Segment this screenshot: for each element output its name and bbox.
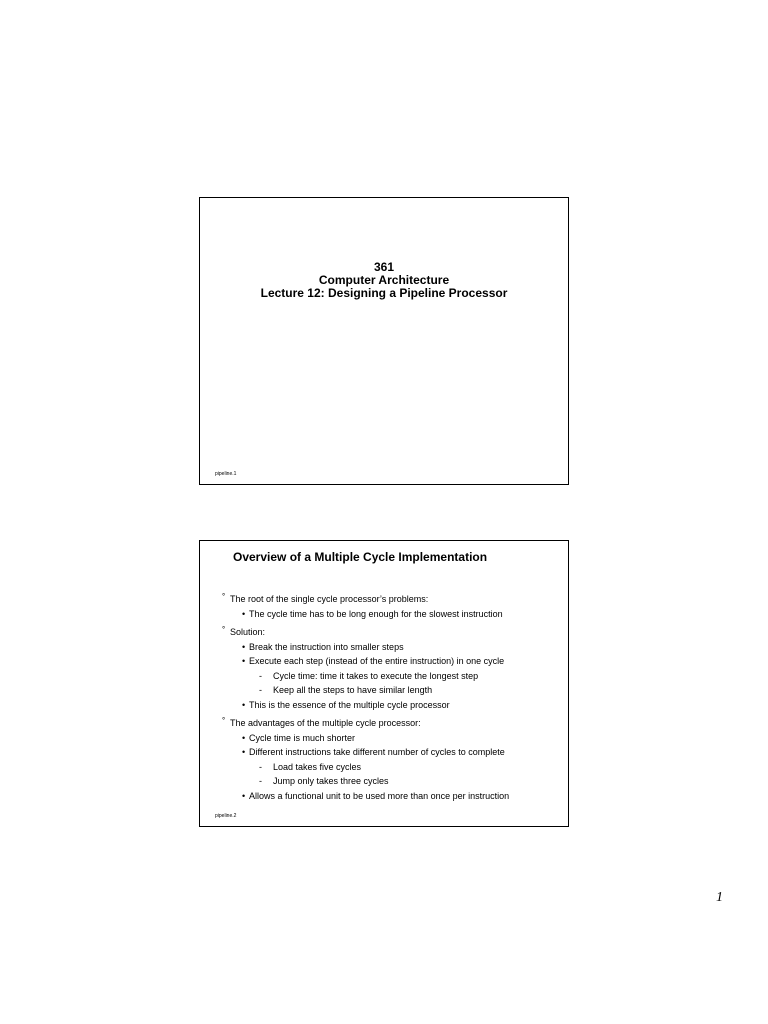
bullet-text: Execute each step (instead of the entire instruction) in one cycle bbox=[249, 656, 505, 666]
slide-2 bbox=[199, 540, 569, 827]
course-title: Computer Architecture bbox=[318, 273, 450, 287]
bullet-text: Solution: bbox=[230, 627, 266, 637]
bullet-marker: • bbox=[242, 699, 246, 710]
bullet-marker: • bbox=[242, 747, 246, 757]
bullet-level-1 bbox=[222, 716, 564, 731]
bullet-text: The cycle time has to be long enough for the slowest instruction bbox=[249, 608, 503, 619]
bullet-marker: • bbox=[242, 732, 246, 743]
slide-1-footer: pipeline.1 bbox=[215, 471, 237, 477]
slide-2-bullet-list bbox=[222, 592, 564, 803]
bullet-level-2 bbox=[222, 789, 564, 804]
bullet-text: Break the instruction into smaller steps bbox=[249, 641, 404, 652]
bullet-level-2 bbox=[222, 745, 564, 760]
bullet-text: The root of the single cycle processor’s problems: bbox=[230, 594, 429, 604]
bullet-text: Different instructions take different number of cycles to complete bbox=[249, 747, 505, 757]
bullet-level-3 bbox=[222, 760, 564, 775]
bullet-level-3 bbox=[222, 683, 564, 698]
bullet-level-2 bbox=[222, 654, 564, 669]
bullet-marker: - bbox=[259, 776, 262, 786]
bullet-level-3 bbox=[222, 774, 564, 789]
bullet-text: This is the essence of the multiple cycle processor bbox=[249, 699, 450, 710]
bullet-text: Allows a functional unit to be used more than once per instruction bbox=[249, 790, 510, 801]
lecture-title: Lecture 12: Designing a Pipeline Processor bbox=[260, 286, 508, 300]
bullet-marker: - bbox=[259, 670, 262, 681]
bullet-marker: • bbox=[242, 608, 246, 619]
slide-2-title: Overview of a Multiple Cycle Implementation bbox=[233, 550, 488, 564]
bullet-level-1 bbox=[222, 625, 564, 640]
bullet-level-2 bbox=[222, 640, 564, 655]
bullet-level-2 bbox=[222, 698, 564, 713]
slide-2-footer: pipeline.2 bbox=[215, 813, 237, 819]
bullet-level-1 bbox=[222, 592, 564, 607]
bullet-text: Jump only takes three cycles bbox=[273, 776, 389, 786]
bullet-marker: - bbox=[259, 761, 262, 772]
bullet-marker: ° bbox=[222, 716, 226, 725]
bullet-text: The advantages of the multiple cycle processor: bbox=[230, 718, 421, 728]
bullet-marker: • bbox=[242, 656, 246, 666]
bullet-text: Cycle time is much shorter bbox=[249, 732, 356, 743]
slide-1-title bbox=[200, 261, 568, 300]
bullet-level-2 bbox=[222, 731, 564, 746]
page-number: 1 bbox=[716, 890, 723, 905]
bullet-text: Load takes five cycles bbox=[273, 761, 362, 772]
bullet-level-2 bbox=[222, 607, 564, 622]
slide-1 bbox=[199, 197, 569, 485]
bullet-marker: • bbox=[242, 790, 246, 801]
bullet-marker: • bbox=[242, 641, 246, 652]
course-number: 361 bbox=[373, 260, 395, 274]
bullet-marker: ° bbox=[222, 592, 226, 601]
bullet-text: Keep all the steps to have similar length bbox=[273, 685, 433, 695]
bullet-marker: - bbox=[259, 685, 262, 695]
bullet-level-3 bbox=[222, 669, 564, 684]
bullet-marker: ° bbox=[222, 625, 226, 634]
bullet-text: Cycle time: time it takes to execute the longest step bbox=[273, 670, 479, 681]
